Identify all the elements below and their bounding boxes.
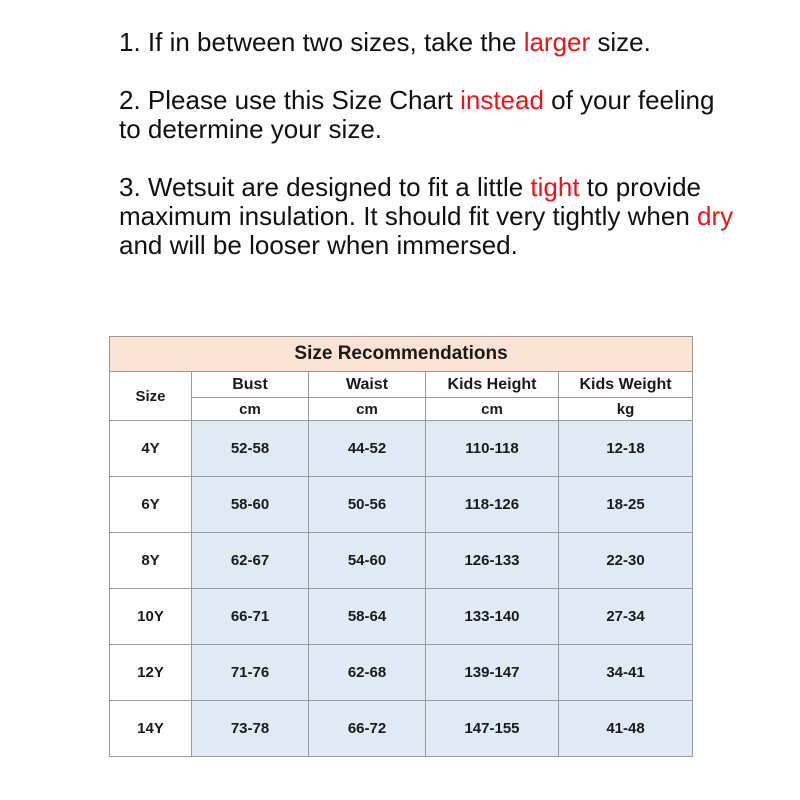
table-cell: 41-48 [559,701,693,757]
table-cell: 110-118 [426,421,559,477]
unit-bust: cm [192,398,309,421]
table-row [110,645,693,701]
table-cell: 73-78 [192,701,309,757]
table-cell: 139-147 [426,645,559,701]
note-1 [119,28,739,57]
table-cell: 12-18 [559,421,693,477]
note-2 [119,86,739,144]
table-cell: 147-155 [426,701,559,757]
table-cell: 44-52 [309,421,426,477]
unit-waist: cm [309,398,426,421]
note-highlight: instead [460,85,544,115]
table-title: Size Recommendations [110,337,693,372]
size-label: 12Y [110,645,192,701]
table-cell: 71-76 [192,645,309,701]
table-cell: 50-56 [309,477,426,533]
table-title-row [110,337,693,372]
size-label: 14Y [110,701,192,757]
size-label: 4Y [110,421,192,477]
table-row [110,477,693,533]
table-cell: 133-140 [426,589,559,645]
note-number: 3. [119,172,141,202]
note-text: If in between two sizes, take the [147,27,524,57]
unit-kids-height: cm [426,398,559,421]
table-cell: 62-68 [309,645,426,701]
size-label: 8Y [110,533,192,589]
note-text: to provide maximum insulation. It should fit very tightly when [119,172,701,231]
note-text: of your feeling to determine your size. [119,85,715,144]
column-header-bust: Bust [192,372,309,398]
table-cell: 58-64 [309,589,426,645]
size-notes [119,28,739,260]
note-highlight: tight [530,172,580,202]
note-3 [119,173,739,260]
note-text: and will be looser when immersed. [119,230,518,260]
table-header-row [110,372,693,398]
size-label: 10Y [110,589,192,645]
table-cell: 18-25 [559,477,693,533]
unit-kids-weight: kg [559,398,693,421]
table-row [110,701,693,757]
table-cell: 58-60 [192,477,309,533]
table-cell: 54-60 [309,533,426,589]
size-chart-table [109,336,693,757]
table-cell: 66-72 [309,701,426,757]
note-highlight: dry [697,201,734,231]
note-number: 1. [119,27,141,57]
note-text: size. [590,27,651,57]
column-header-kids-height: Kids Height [426,372,559,398]
table-cell: 126-133 [426,533,559,589]
column-header-kids-weight: Kids Weight [559,372,693,398]
table-row [110,421,693,477]
note-text: Please use this Size Chart [147,85,461,115]
table-cell: 34-41 [559,645,693,701]
note-text: Wetsuit are designed to fit a little [147,172,531,202]
table-cell: 62-67 [192,533,309,589]
table-cell: 22-30 [559,533,693,589]
table-row [110,533,693,589]
note-highlight: larger [523,27,591,57]
table-cell: 118-126 [426,477,559,533]
table-row [110,589,693,645]
table-unit-row [110,398,693,421]
table-cell: 52-58 [192,421,309,477]
column-header-waist: Waist [309,372,426,398]
table-cell: 66-71 [192,589,309,645]
size-header: Size [110,372,192,421]
size-label: 6Y [110,477,192,533]
table-cell: 27-34 [559,589,693,645]
note-number: 2. [119,85,141,115]
